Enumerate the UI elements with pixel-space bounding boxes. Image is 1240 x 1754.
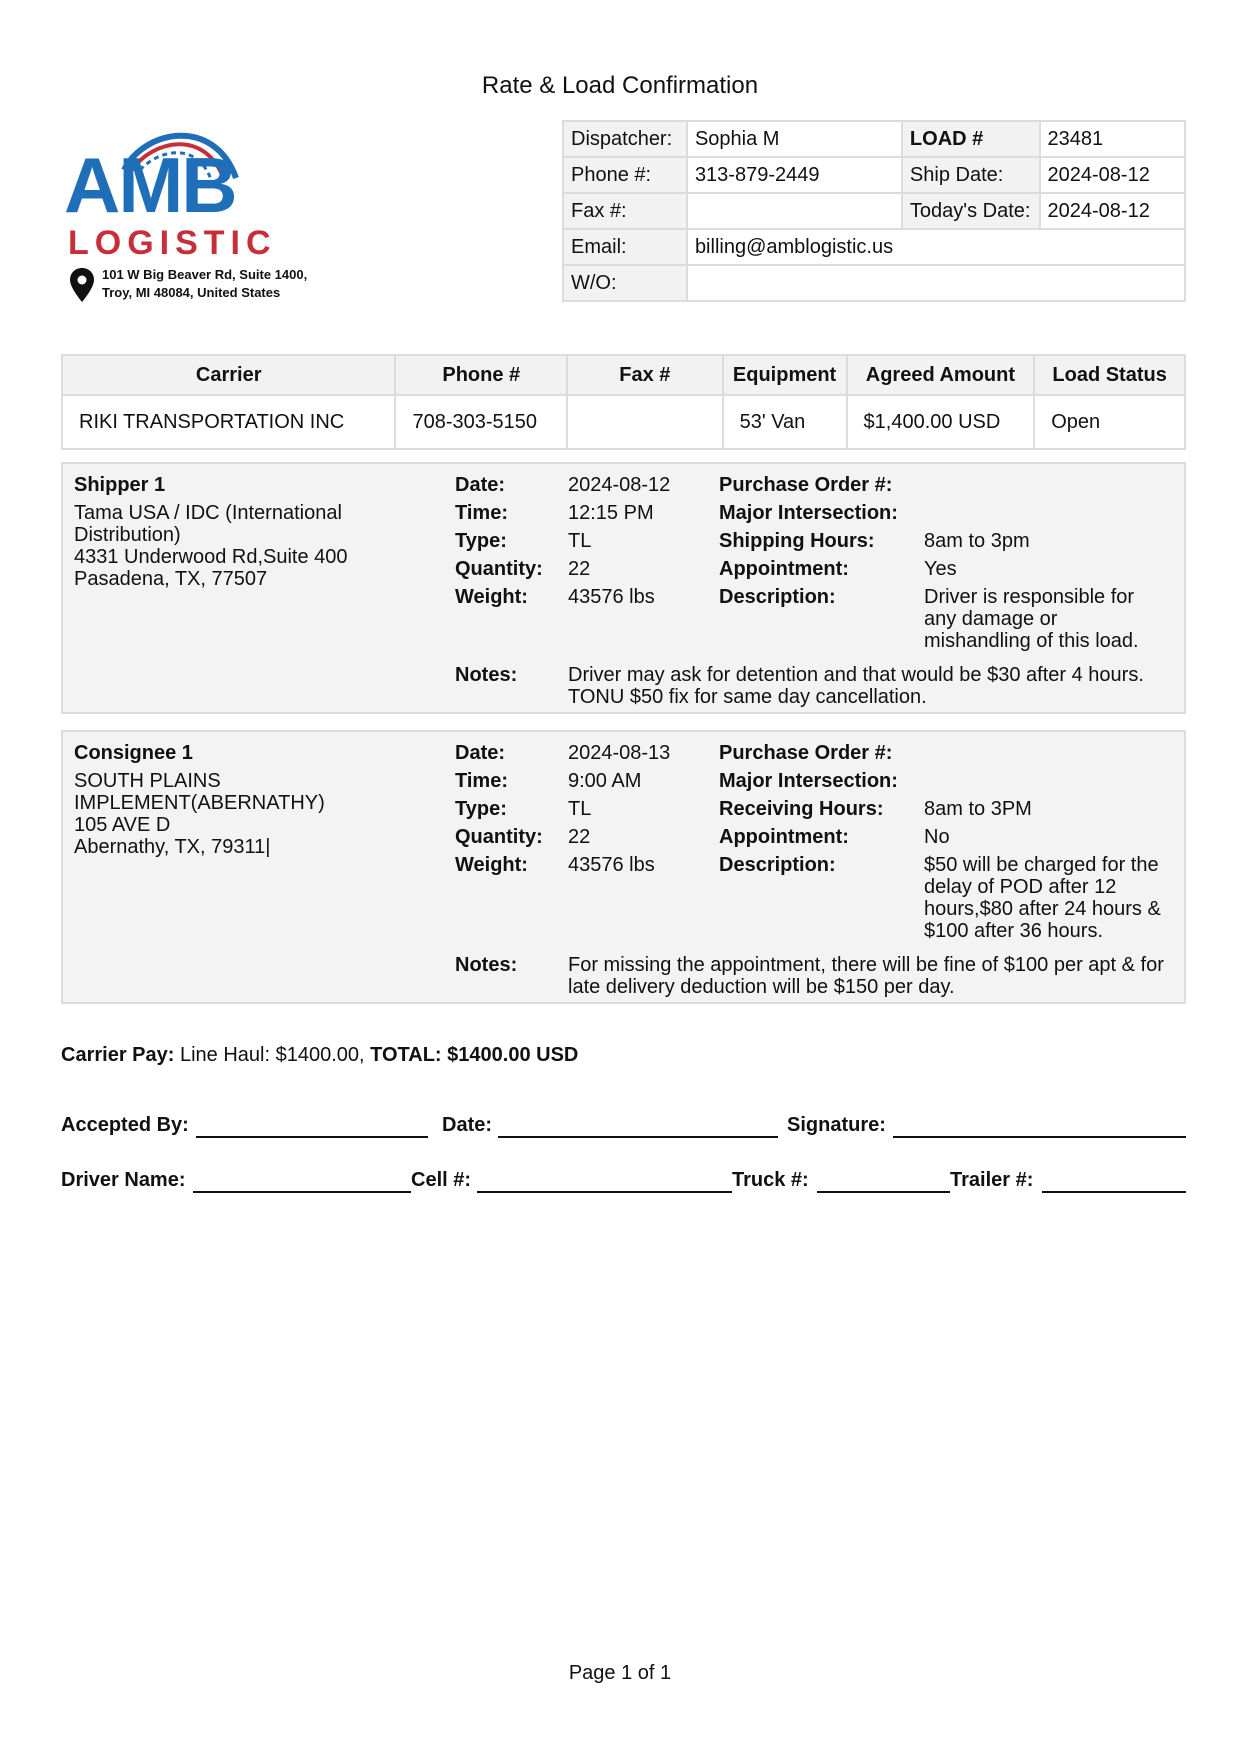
amb-logo-graphic [64,118,324,268]
date-label: Date: [455,474,506,496]
shipper-city: Pasadena, TX, 77507 [74,568,268,590]
phone-value: 313-879-2449 [687,157,902,193]
time-value: 12:15 PM [568,502,654,524]
time-label: Time: [455,502,508,524]
location-pin-icon [70,268,94,308]
shipper-name-line-2: Distribution) [74,524,181,546]
consignee-name-line-1: SOUTH PLAINS [74,770,221,792]
carrier-table-header [62,355,1185,395]
logo-bottom-text: LOGISTIC [68,224,277,262]
header-carrier: Carrier [62,355,395,395]
date-value: 2024-08-13 [568,742,671,764]
appointment-value: No [924,826,950,848]
todays-date-value: 2024-08-12 [1040,193,1185,229]
address-line-1: 101 W Big Beaver Rd, Suite 1400, [102,267,308,282]
carrier-pay-label: Carrier Pay: [61,1044,175,1066]
consignee-address-block [74,742,424,858]
quantity-label: Quantity: [455,826,543,848]
signature-field[interactable] [893,1136,1186,1138]
document-title: Rate & Load Confirmation [481,72,759,99]
carrier-name: RIKI TRANSPORTATION INC [62,395,395,449]
shipper-name-line-1: Tama USA / IDC (International [74,502,342,524]
time-value: 9:00 AM [568,770,642,792]
time-label: Time: [455,770,508,792]
todays-date-label: Today's Date: [902,193,1040,229]
description-label: Description: [719,854,836,876]
fax-label: Fax #: [563,193,687,229]
shipper-heading: Shipper 1 [74,474,166,496]
accepted-by-label: Accepted By: [61,1114,189,1136]
weight-value: 43576 lbs [568,586,655,608]
line-haul-value: Line Haul: $1400.00, [179,1044,365,1066]
dispatcher-label: Dispatcher: [563,121,687,157]
weight-label: Weight: [455,586,528,608]
date-label: Date: [455,742,506,764]
carrier-fax [567,395,723,449]
shipping-hours-value: 8am to 3pm [924,530,1030,552]
notes-value: Driver may ask for detention and that would be $30 after 4 hours. TONU $50 fix for same day cancellation. [568,664,1144,708]
consignee-heading: Consignee 1 [74,742,193,764]
header-load-status: Load Status [1034,355,1185,395]
shipper-address-block [74,474,424,590]
type-value: TL [568,798,592,820]
notes-label: Notes: [455,664,518,686]
wo-label: W/O: [563,265,687,301]
date-value: 2024-08-12 [568,474,671,496]
appointment-label: Appointment: [719,558,849,580]
shipper-section [61,462,1186,714]
purchase-order-label: Purchase Order #: [719,474,893,496]
truck-field[interactable] [817,1191,950,1193]
shipper-street: 4331 Underwood Rd,Suite 400 [74,546,348,568]
carrier-equipment: 53' Van [723,395,847,449]
driver-name-label: Driver Name: [61,1169,186,1191]
consignee-city: Abernathy, TX, 79311| [74,836,271,858]
signature-label: Signature: [787,1114,886,1136]
page-number: Page 1 of 1 [568,1662,672,1684]
email-label: Email: [563,229,687,265]
load-number-value: 23481 [1040,121,1185,157]
driver-name-field[interactable] [193,1191,411,1193]
header-fax: Fax # [567,355,723,395]
date-field[interactable] [498,1136,778,1138]
description-label: Description: [719,586,836,608]
cell-field[interactable] [477,1191,732,1193]
company-address [102,266,307,302]
header-equipment: Equipment [723,355,847,395]
type-value: TL [568,530,592,552]
shipping-hours-label: Shipping Hours: [719,530,875,552]
type-label: Type: [455,530,507,552]
quantity-value: 22 [568,826,591,848]
dispatch-info-table [562,120,1186,302]
logo-top-text: AMB [64,141,236,229]
description-value: $50 will be charged for the delay of POD after 12 hours,$80 after 24 hours & $100 after 36 hours. [924,854,1161,942]
purchase-order-label: Purchase Order #: [719,742,893,764]
major-intersection-label: Major Intersection: [719,502,898,524]
carrier-agreed-amount: $1,400.00 USD [847,395,1035,449]
accepted-by-field[interactable] [196,1136,428,1138]
receiving-hours-label: Receiving Hours: [719,798,884,820]
weight-label: Weight: [455,854,528,876]
cell-label: Cell #: [411,1169,472,1191]
notes-value: For missing the appointment, there will be fine of $100 per apt & for late delivery deduction will be $150 per day. [568,954,1164,998]
header-agreed-amount: Agreed Amount [847,355,1035,395]
appointment-value: Yes [924,558,957,580]
truck-label: Truck #: [732,1169,809,1191]
total-value: TOTAL: $1400.00 USD [370,1044,579,1066]
consignee-street: 105 AVE D [74,814,171,836]
type-label: Type: [455,798,507,820]
consignee-section [61,730,1186,1004]
email-value: billing@amblogistic.us [687,229,1185,265]
wo-value [687,265,1185,301]
carrier-load-status: Open [1034,395,1185,449]
trailer-label: Trailer #: [950,1169,1034,1191]
shipper-details [455,474,1175,652]
trailer-field[interactable] [1042,1191,1186,1193]
dispatcher-value: Sophia M [687,121,902,157]
table-row [62,395,1185,449]
consignee-name-line-2: IMPLEMENT(ABERNATHY) [74,792,325,814]
appointment-label: Appointment: [719,826,849,848]
load-number-label: LOAD # [902,121,1040,157]
carrier-pay-line [61,1044,578,1067]
quantity-value: 22 [568,558,591,580]
weight-value: 43576 lbs [568,854,655,876]
description-value: Driver is responsible for any damage or mishandling of this load. [924,586,1139,652]
date-label: Date: [442,1114,493,1136]
phone-label: Phone #: [563,157,687,193]
ship-date-label: Ship Date: [902,157,1040,193]
carrier-table [61,354,1186,450]
address-line-2: Troy, MI 48084, United States [102,285,281,300]
consignee-details [455,742,1175,942]
ship-date-value: 2024-08-12 [1040,157,1185,193]
major-intersection-label: Major Intersection: [719,770,898,792]
carrier-phone: 708-303-5150 [395,395,567,449]
receiving-hours-value: 8am to 3PM [924,798,1032,820]
fax-value [687,193,902,229]
header-phone: Phone # [395,355,567,395]
notes-label: Notes: [455,954,518,976]
quantity-label: Quantity: [455,558,543,580]
